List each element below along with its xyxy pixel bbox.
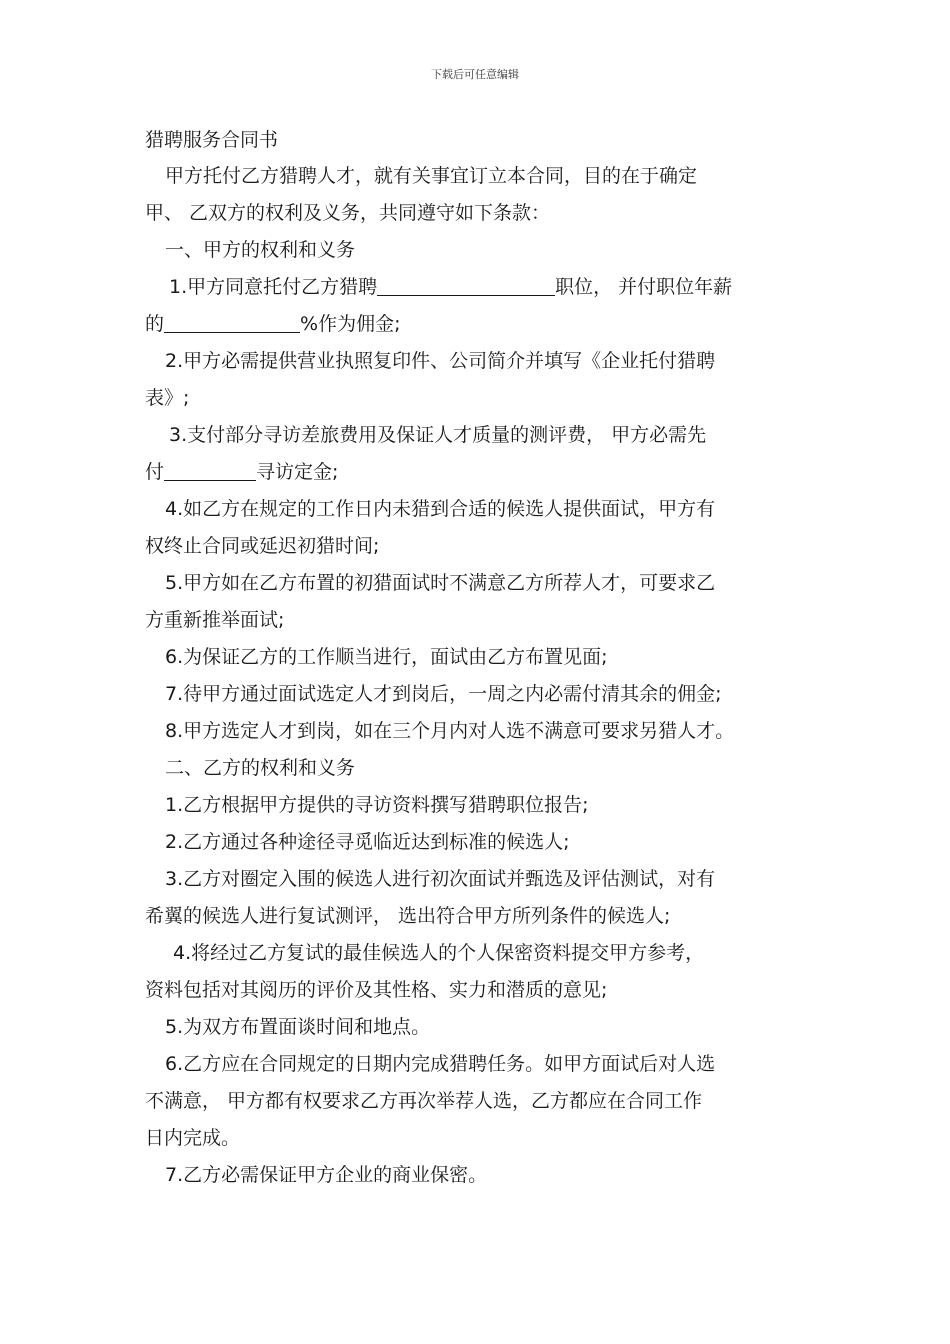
- clause-a1-text-4: %作为佣金;: [300, 313, 401, 335]
- clause-a1-text-2: 职位， 并付职位年薪: [555, 276, 733, 298]
- percentage-blank: [164, 312, 300, 333]
- clause-a1-line-2: [145, 306, 825, 343]
- intro-line-2: 甲、 乙双方的权利及义务，共同遵守如下条款：: [145, 202, 551, 224]
- clause-b5: 5.为双方布置面谈时间和地点。: [165, 1016, 431, 1038]
- clause-b6-line-3: 日内完成。: [145, 1127, 241, 1149]
- document-body: [145, 122, 825, 1194]
- clause-b4-line-2: 资料包括对其阅历的评价及其性格、实力和潜质的意见;: [145, 979, 608, 1001]
- clause-a4-line-1: 4.如乙方在规定的工作日内未猎到合适的候选人提供面试，甲方有: [165, 498, 716, 520]
- clause-a6: 6.为保证乙方的工作顺当进行，面试由乙方布置见面;: [165, 646, 608, 668]
- clause-a1-text-3: 的: [145, 313, 165, 335]
- clause-a8: 8.甲方选定人才到岗，如在三个月内对人选不满意可要求另猎人才。: [165, 720, 735, 742]
- clause-b3-line-1: 3.乙方对圈定入围的候选人进行初次面试并甄选及评估测试，对有: [165, 868, 716, 890]
- clause-a3-line-2: [145, 454, 825, 491]
- page-header: 下载后可任意编辑: [431, 68, 519, 81]
- clause-a1-text-1: 1.甲方同意托付乙方猎聘: [169, 276, 378, 298]
- position-blank: [377, 275, 555, 296]
- clause-b4-line-1: 4.将经过乙方复试的最佳候选人的个人保密资料提交甲方参考，: [173, 942, 705, 964]
- clause-a5-line-2: 方重新推举面试;: [145, 609, 285, 631]
- clause-b1: 1.乙方根据甲方提供的寻访资料撰写猎聘职位报告;: [165, 794, 589, 816]
- clause-a2-line-1: 2.甲方必需提供营业执照复印件、公司简介并填写《企业托付猎聘: [165, 350, 716, 372]
- clause-b3-line-2: 希翼的候选人进行复试测评， 选出符合甲方所列条件的候选人;: [145, 905, 671, 927]
- deposit-blank: [164, 460, 256, 481]
- document-title: 猎聘服务合同书: [145, 129, 279, 151]
- clause-a3-line-1: 3.支付部分寻访差旅费用及保证人才质量的测评费， 甲方必需先: [169, 424, 707, 446]
- clause-b7: 7.乙方必需保证甲方企业的商业保密。: [165, 1164, 488, 1186]
- clause-a2-line-2: 表》;: [145, 387, 190, 409]
- clause-a3-text-2: 寻访定金;: [256, 461, 339, 483]
- clause-a4-line-2: 权终止合同或延迟初猎时间;: [145, 535, 380, 557]
- clause-b6-line-1: 6.乙方应在合同规定的日期内完成猎聘任务。如甲方面试后对人选: [165, 1053, 716, 1075]
- clause-b6-line-2: 不满意， 甲方都有权要求乙方再次举荐人选，乙方都应在合同工作: [145, 1090, 703, 1112]
- clause-a5-line-1: 5.甲方如在乙方布置的初猎面试时不满意乙方所荐人才，可要求乙: [165, 572, 716, 594]
- section-heading-party-a: 一、甲方的权利和义务: [165, 239, 356, 261]
- section-heading-party-b: 二、乙方的权利和义务: [165, 757, 356, 779]
- clause-a3-text-1: 付: [145, 461, 165, 483]
- clause-a1-line-1: [145, 269, 825, 306]
- intro-line-1: 甲方托付乙方猎聘人才，就有关事宜订立本合同，目的在于确定: [165, 165, 698, 187]
- clause-b2: 2.乙方通过各种途径寻觅临近达到标准的候选人;: [165, 831, 570, 853]
- clause-a7: 7.待甲方通过面试选定人才到岗后，一周之内必需付清其余的佣金;: [165, 683, 722, 705]
